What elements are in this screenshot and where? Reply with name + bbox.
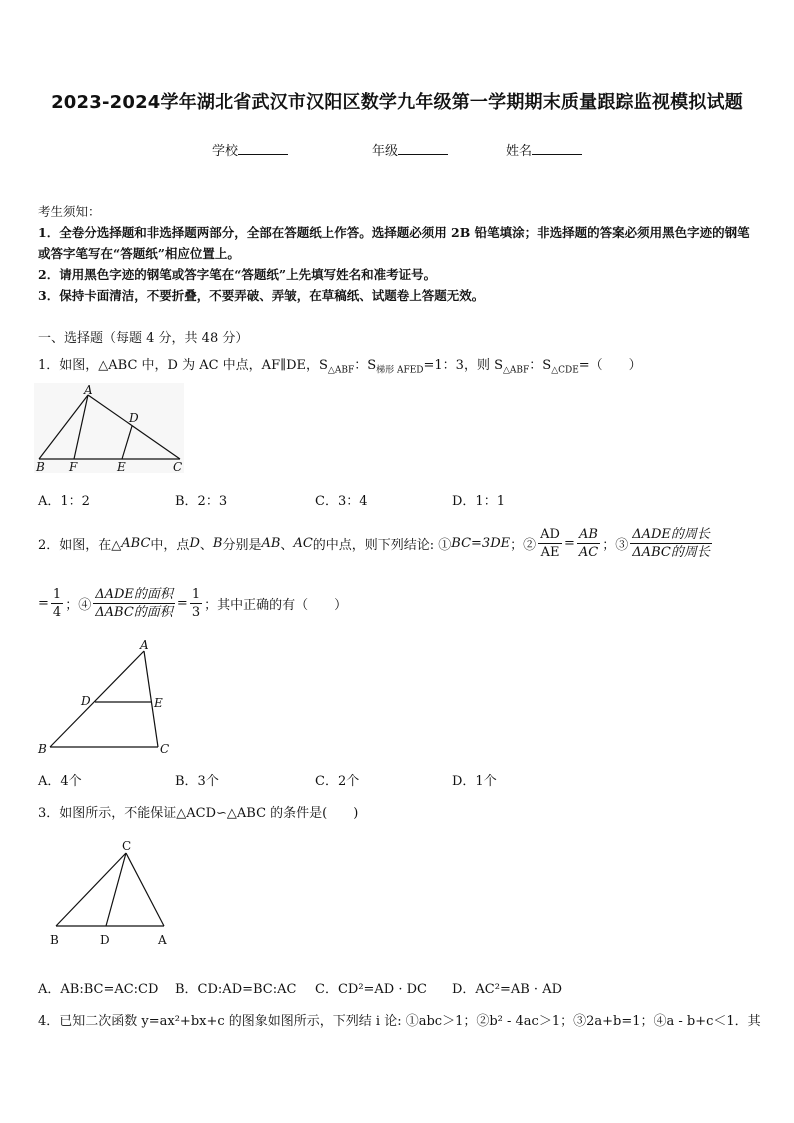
label-c: C [173,460,183,474]
notice-item-1: 1．全卷分选择题和非选择题两部分，全部在答题纸上作答。选择题必须用 2B 铅笔填涂；非选择题的答案必须用黑色字迹的钢笔或答字笔写在“答题纸”相应位置上。 [38,225,750,261]
question-2-option-b[interactable]: B．3个 [175,774,219,789]
notice-heading: 考生须知： [38,204,101,219]
label-d: D [100,933,110,947]
question-4-text: 4．已知二次函数 y=ax²+bx+c 的图象如图所示，下列结 i 论: ①abc＞1；②b² - 4ac＞1；③2a+b=1；④a - b+c＜1．其 [38,1014,761,1029]
label-b: B [50,933,59,947]
segment-ab [50,651,144,747]
label-e: E [154,696,163,710]
label-e: E [117,460,126,474]
fraction-ad-ae: $\frac{AD}{AE}$ [540,527,560,560]
question-3-option-b[interactable]: B．CD:AD=BC:AC [175,982,297,997]
segment-ca [126,853,164,926]
label-a: A [140,638,149,652]
question-1-option-d[interactable]: D．1：1 [452,494,505,509]
question-1-option-c[interactable]: C．3：4 [315,494,368,509]
question-1-option-b[interactable]: B．2：3 [175,494,228,509]
notice-item-3: 3．保持卡面清洁，不要折叠，不要弄破、弄皱，在草稿纸、试题卷上答题无效。 [38,288,485,303]
label-c: C [122,839,132,853]
label-b: B [36,460,45,474]
notice-block [38,201,758,306]
fraction-one-quarter: $\frac{1}{4}$ [52,587,62,620]
label-d: D [129,411,139,425]
question-2-figure [34,638,184,760]
question-3-option-d[interactable]: D．AC²=AB · AD [452,982,563,997]
fraction-ab-ac: $\frac{AB}{AC}$ [578,527,599,560]
name-field[interactable]: 姓名 [506,140,582,159]
label-d: D [81,694,91,708]
school-field[interactable]: 学校 [212,140,288,159]
label-c: C [160,742,170,756]
question-1-option-a[interactable]: A．1：2 [38,494,90,509]
fraction-perimeter: $\frac{\text{ΔADE的周长}}{\text{ΔABC的周长}}$ [632,527,710,560]
section-heading: 一、选择题（每题 4 分，共 48 分） [38,331,249,346]
question-3-option-c[interactable]: C．CD²=AD · DC [315,982,427,997]
question-1-text: 1．如图，△ABC 中，D 为 AC 中点，AF∥DE，$S_{\triangle ABF}$：$S_{梯形 AFED}=1$：3，则 $S_{\triangle ABF}$：$S_{\triangle CDE}=$（ ） [38,358,642,376]
label-a: A [84,383,93,397]
page-title: 2023-2024学年湖北省武汉市汉阳区数学九年级第一学期期末质量跟踪监视模拟试题 [51,92,743,113]
notice-item-2: 2．请用黑色字迹的钢笔或答字笔在“答题纸”上先填写姓名和准考证号。 [38,267,437,282]
question-3-text: 3．如图所示，不能保证△ACD∽△ABC 的条件是( ) [38,806,359,821]
question-2-option-a[interactable]: A．4个 [38,774,82,789]
question-2-text-line-1: 2．如图，在△ ABC 中，点 D 、 B 分别是 AB 、 AC 的中点，则下列结论: ① BC=3DE ；② $\frac{AD}{AE}$ = $\frac{AB}{AC}$ ；③ $\frac{\text{ΔADE的周长}}{\text{ΔABC的周长}}$ [38,527,710,560]
question-1-figure [34,383,189,475]
question-3-figure [40,836,180,950]
fraction-one-third: $\frac{1}{3}$ [191,587,201,620]
question-2-option-c[interactable]: C．2个 [315,774,360,789]
fraction-area: $\frac{\text{ΔADE的面积}}{\text{ΔABC的面积}}$ [95,587,173,620]
grade-field[interactable]: 年级 [372,140,448,159]
label-b: B [38,742,47,756]
label-f: F [69,460,78,474]
question-2-option-d[interactable]: D．1个 [452,774,497,789]
question-3-option-a[interactable]: A．AB:BC=AC:CD [38,982,159,997]
question-2-text-line-2: = $\frac{1}{4}$ ；④ $\frac{\text{ΔADE的面积}}{\text{ΔABC的面积}}$ = $\frac{1}{3}$ ；其中正确的有（ ） [38,587,348,620]
label-a: A [158,933,167,947]
